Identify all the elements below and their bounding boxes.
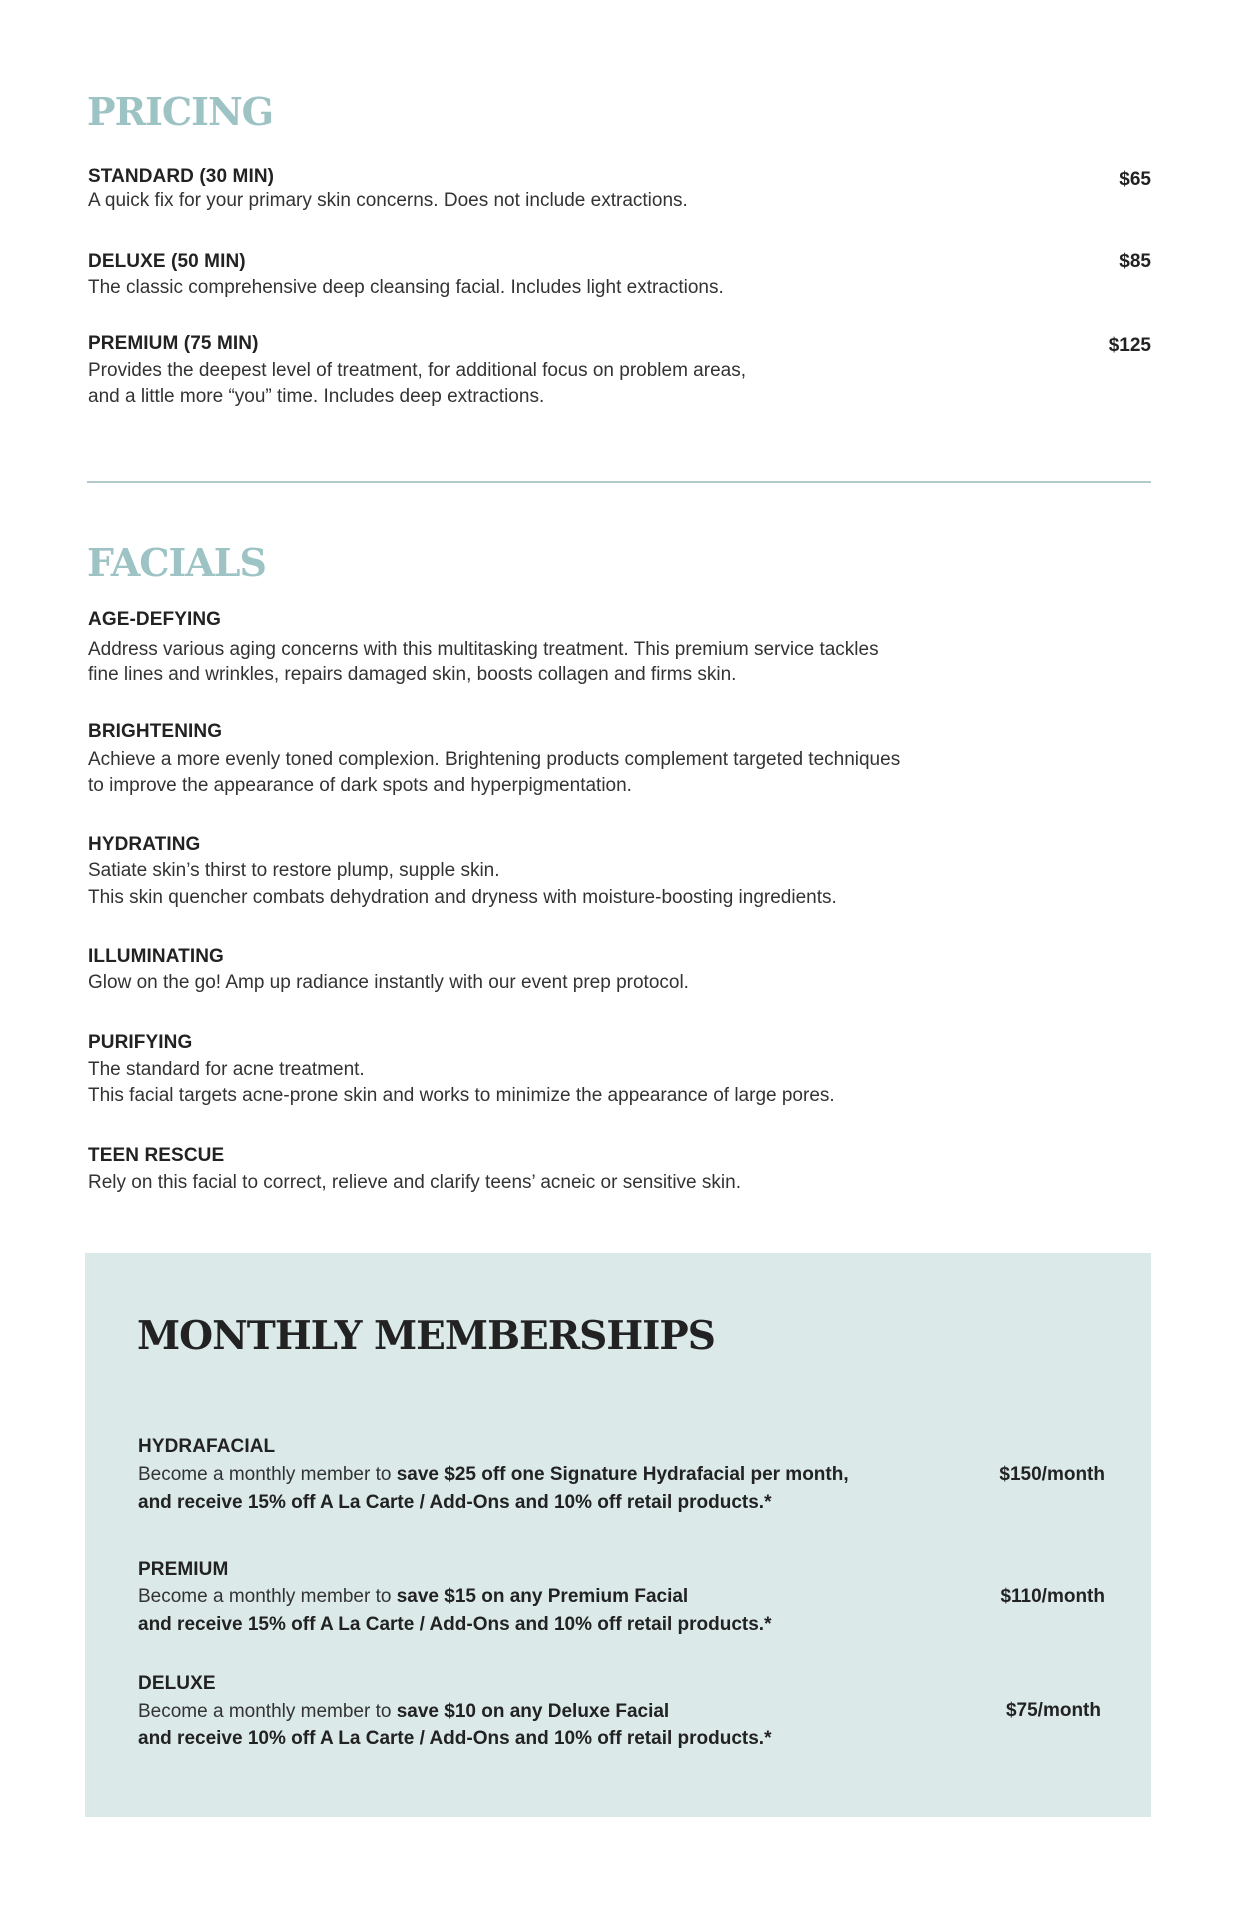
membership-item-intro: Become a monthly member to xyxy=(138,1701,397,1722)
memberships-title: MONTHLY MEMBERSHIPS xyxy=(137,1313,715,1359)
pricing-item-name: DELUXE (50 MIN) xyxy=(88,251,246,272)
facial-item-description: to improve the appearance of dark spots and hyperpigmentation. xyxy=(88,775,632,796)
membership-item-intro: Become a monthly member to xyxy=(138,1464,397,1485)
pricing-item-price: $85 xyxy=(1119,251,1151,272)
pricing-item-description: A quick fix for your primary skin concerns. Does not include extractions. xyxy=(88,190,688,211)
membership-item-offer xyxy=(138,1461,849,1489)
pricing-item-description: and a little more “you” time. Includes deep extractions. xyxy=(88,386,545,407)
facial-item-description: This skin quencher combats dehydration and dryness with moisture-boosting ingredients. xyxy=(88,887,837,908)
pricing-item-name: PREMIUM (75 MIN) xyxy=(88,333,259,354)
facial-item-description: This facial targets acne-prone skin and works to minimize the appearance of large pores. xyxy=(88,1085,835,1106)
facial-item-name: TEEN RESCUE xyxy=(88,1145,225,1166)
membership-item-terms-text: and receive 15% off A La Carte / Add-Ons and 10% off retail products.* xyxy=(138,1492,772,1513)
membership-item-offer xyxy=(138,1583,688,1611)
membership-item-name: PREMIUM xyxy=(138,1559,229,1580)
pricing-item-description: Provides the deepest level of treatment, for additional focus on problem areas, xyxy=(88,360,746,381)
facial-item-name: BRIGHTENING xyxy=(88,721,223,742)
membership-item-highlight: save $25 off one Signature Hydrafacial per month, xyxy=(396,1464,849,1485)
pricing-item-price: $65 xyxy=(1119,169,1151,190)
membership-item-terms xyxy=(138,1611,771,1639)
pricing-item-price: $125 xyxy=(1108,335,1151,356)
membership-item-highlight: save $10 on any Deluxe Facial xyxy=(396,1701,670,1722)
pricing-item-description: The classic comprehensive deep cleansing facial. Includes light extractions. xyxy=(88,277,724,298)
facial-item-description: fine lines and wrinkles, repairs damaged skin, boosts collagen and firms skin. xyxy=(88,664,737,685)
facial-item-description: The standard for acne treatment. xyxy=(88,1059,365,1080)
facial-item-name: HYDRATING xyxy=(88,834,201,855)
section-divider xyxy=(87,481,1151,483)
facial-item-description: Address various aging concerns with this multitasking treatment. This premium service tackles xyxy=(88,639,879,660)
facials-title: FACIALS xyxy=(87,540,266,585)
membership-item-name: DELUXE xyxy=(138,1673,216,1694)
membership-item-price: $75/month xyxy=(1005,1700,1101,1721)
membership-item-name: HYDRAFACIAL xyxy=(138,1436,276,1457)
facial-item-description: Rely on this facial to correct, relieve and clarify teens’ acneic or sensitive skin. xyxy=(88,1172,741,1193)
membership-item-price: $110/month xyxy=(1000,1586,1105,1607)
facial-item-description: Glow on the go! Amp up radiance instantly with our event prep protocol. xyxy=(88,972,689,993)
facial-item-description: Satiate skin’s thirst to restore plump, supple skin. xyxy=(88,860,500,881)
membership-item-terms-text: and receive 10% off A La Carte / Add-Ons and 10% off retail products.* xyxy=(138,1728,772,1749)
facial-item-name: AGE-DEFYING xyxy=(88,609,222,630)
pricing-item-name: STANDARD (30 MIN) xyxy=(88,166,275,187)
membership-item-intro: Become a monthly member to xyxy=(138,1586,397,1607)
facial-item-name: PURIFYING xyxy=(88,1032,193,1053)
membership-item-highlight: save $15 on any Premium Facial xyxy=(396,1586,689,1607)
membership-item-terms xyxy=(138,1489,771,1517)
membership-item-price: $150/month xyxy=(999,1464,1105,1485)
facial-item-name: ILLUMINATING xyxy=(88,946,224,967)
membership-item-terms xyxy=(138,1725,771,1753)
facial-item-description: Achieve a more evenly toned complexion. Brightening products complement targeted techniques xyxy=(88,749,901,770)
membership-item-offer xyxy=(138,1698,669,1726)
pricing-title: PRICING xyxy=(87,89,274,134)
membership-item-terms-text: and receive 15% off A La Carte / Add-Ons and 10% off retail products.* xyxy=(138,1614,772,1635)
